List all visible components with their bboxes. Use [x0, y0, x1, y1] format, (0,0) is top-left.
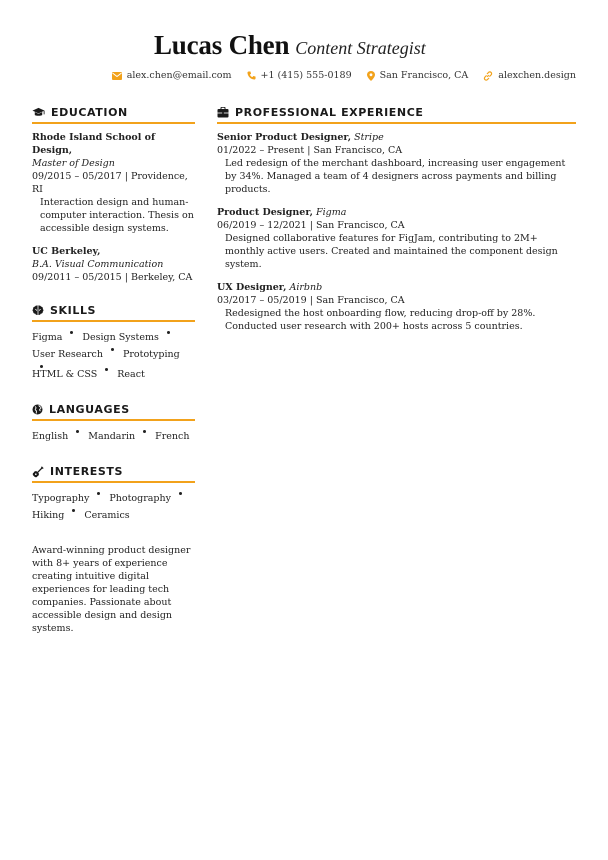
interests-heading	[32, 465, 195, 483]
interests-heading-label: INTERESTS	[50, 465, 124, 478]
job-dates-location: 01/2022 – Present | San Francisco, CA	[217, 145, 403, 156]
job-dates-location: 06/2019 – 12/2021 | San Francisco, CA	[217, 220, 405, 231]
separator-dot	[143, 430, 146, 433]
separator-dot	[76, 430, 79, 433]
interest-tag: Ceramics	[84, 510, 130, 521]
contact-email-text: alex.chen@email.com	[126, 70, 232, 81]
interests-section	[32, 465, 195, 524]
job-company: Stripe	[354, 132, 384, 143]
globe-icon	[32, 404, 43, 415]
language-tag: Mandarin	[88, 431, 136, 442]
languages-row	[32, 428, 195, 445]
job-dates-location: 03/2017 – 05/2019 | San Francisco, CA	[217, 295, 405, 306]
skill-tag: Prototyping	[122, 349, 180, 360]
skills-heading	[32, 304, 195, 322]
education-item	[32, 131, 195, 235]
resume-header	[154, 30, 426, 61]
contact-email[interactable]	[112, 70, 232, 81]
separator-dot	[179, 492, 182, 495]
education-item	[32, 245, 195, 284]
education-heading-label: EDUCATION	[51, 106, 128, 119]
skill-tag: HTML & CSS	[32, 369, 98, 380]
right-column	[217, 106, 576, 353]
job-role: Senior Product Designer,	[217, 132, 352, 143]
dates-location: 09/2015 – 05/2017 | Providence, RI	[32, 171, 188, 195]
guitar-icon	[32, 466, 44, 478]
separator-dot	[105, 368, 108, 371]
job-description: Redesigned the host onboarding flow, reducing drop-off by 28%. Conducted user research with 200+ hosts across 5 countries.	[225, 308, 536, 332]
experience-section	[217, 106, 576, 333]
language-tag: English	[32, 431, 69, 442]
interest-tag: Photography	[109, 493, 171, 504]
job-entry	[217, 281, 576, 333]
skill-tag: Figma	[32, 332, 63, 343]
separator-dot	[40, 365, 43, 368]
school-name: Rhode Island School of Design,	[32, 132, 156, 156]
dates-location: 09/2011 – 05/2015 | Berkeley, CA	[32, 272, 193, 283]
contact-website[interactable]	[483, 70, 576, 81]
contact-phone[interactable]	[247, 70, 352, 81]
location-icon	[367, 71, 375, 81]
interests-row	[32, 507, 195, 524]
skills-row	[32, 366, 195, 383]
interest-tag: Typography	[32, 493, 90, 504]
contact-location	[367, 70, 469, 81]
language-tag: French	[155, 431, 190, 442]
contact-bar	[112, 70, 576, 81]
job-description: Designed collaborative features for FigJam, contributing to 2M+ monthly active users. Created and maintained the component design system.	[225, 233, 558, 270]
skill-tag: User Research	[32, 349, 103, 360]
education-description: Interaction design and human-computer interaction. Thesis on accessible design systems.	[40, 197, 194, 234]
job-entry	[217, 131, 576, 196]
job-description: Led redesign of the merchant dashboard, increasing user engagement by 34%. Managed a team of 4 designers across payments and billing products.	[225, 158, 566, 195]
job-company: Airbnb	[289, 282, 323, 293]
interest-tag: Hiking	[32, 510, 65, 521]
job-entry	[217, 206, 576, 271]
degree: B.A. Visual Communication	[32, 259, 164, 270]
interests-row	[32, 490, 195, 507]
contact-website-text: alexchen.design	[498, 70, 576, 81]
skills-heading-label: SKILLS	[50, 304, 97, 317]
degree: Master of Design	[32, 158, 115, 169]
skill-tag: React	[117, 369, 145, 380]
skills-row	[32, 329, 195, 346]
experience-heading	[217, 106, 576, 124]
skills-section	[32, 304, 195, 383]
briefcase-icon	[217, 107, 229, 118]
languages-heading-label: LANGUAGES	[49, 403, 130, 416]
job-role: Product Designer,	[217, 207, 313, 218]
link-icon	[483, 71, 493, 81]
profile-summary: Award-winning product designer with 8+ years of experience creating intuitive digital experiences for leading tech companies. Passionate about accessible design and design systems.	[32, 545, 191, 634]
separator-dot	[167, 331, 170, 334]
contact-location-text: San Francisco, CA	[379, 70, 469, 81]
school-name: UC Berkeley,	[32, 246, 101, 257]
contact-phone-text: +1 (415) 555-0189	[260, 70, 352, 81]
left-column	[32, 106, 195, 635]
job-role: UX Designer,	[217, 282, 287, 293]
person-title: Content Strategist	[295, 38, 426, 58]
separator-dot	[111, 348, 114, 351]
separator-dot	[97, 492, 100, 495]
job-company: Figma	[316, 207, 347, 218]
person-name: Lucas Chen	[154, 30, 290, 60]
graduation-cap-icon	[32, 107, 45, 118]
experience-heading-label: PROFESSIONAL EXPERIENCE	[235, 106, 424, 119]
phone-icon	[247, 71, 256, 80]
separator-dot	[72, 509, 75, 512]
mail-icon	[112, 72, 122, 80]
education-heading	[32, 106, 195, 124]
brain-icon	[32, 305, 44, 316]
languages-section	[32, 403, 195, 445]
skill-tag: Design Systems	[82, 332, 159, 343]
education-section	[32, 106, 195, 284]
languages-heading	[32, 403, 195, 421]
skills-row	[32, 346, 195, 366]
separator-dot	[70, 331, 73, 334]
